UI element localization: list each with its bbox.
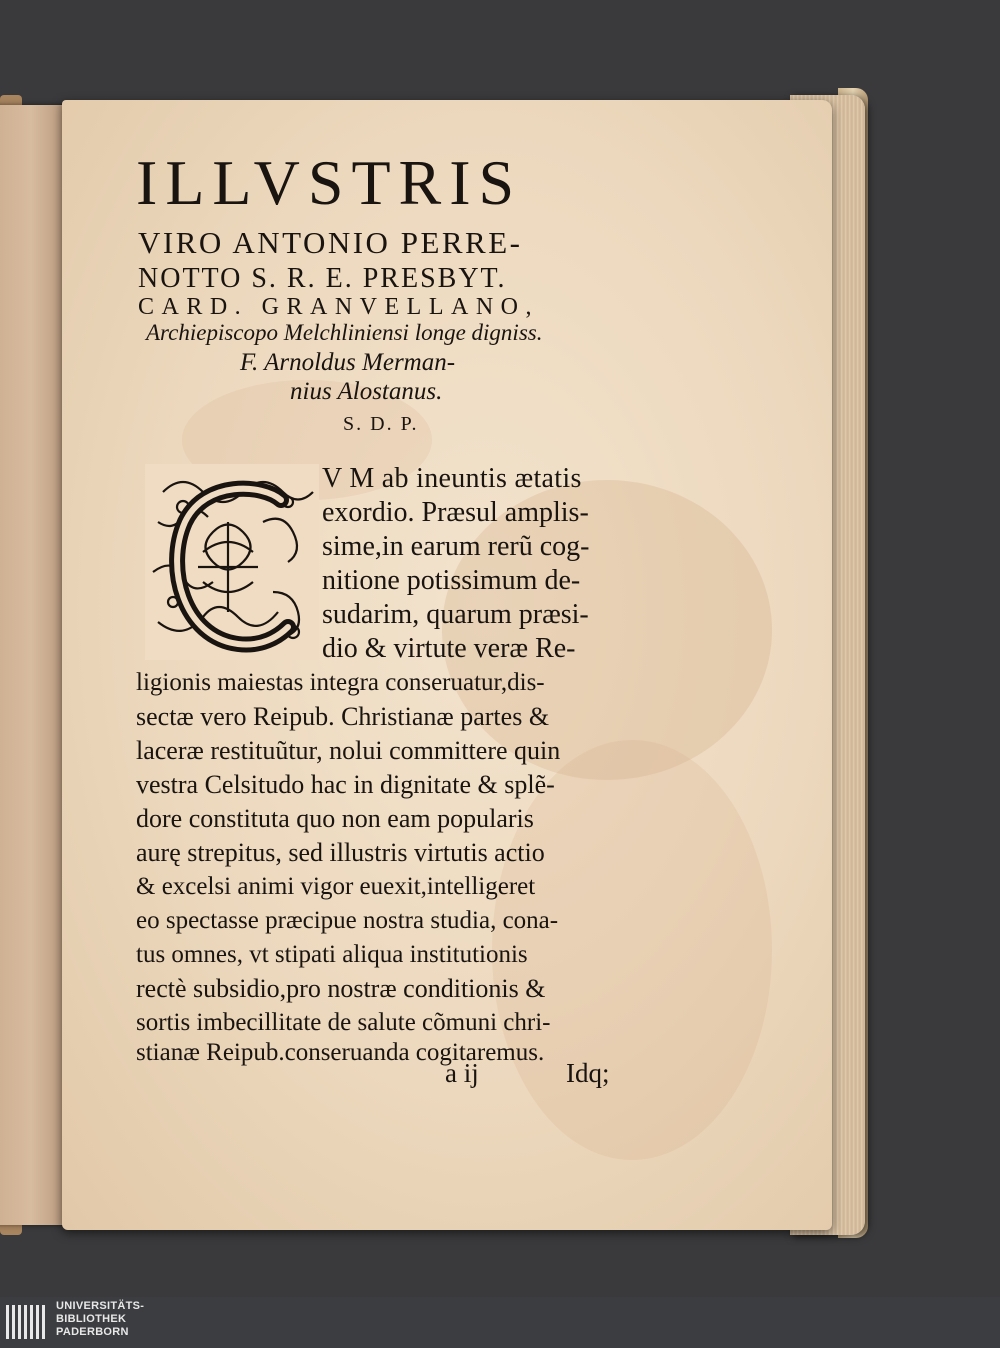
body-line-12: aurę strepitus, sed illustris virtutis actio <box>136 838 545 867</box>
body-line-7: ligionis maiestas integra conseruatur,dis- <box>136 669 545 696</box>
salutation: S. D. P. <box>343 413 419 435</box>
body-line-13: & excelsi animi vigor euexit,intelligeret <box>136 873 536 900</box>
body-line-1: V M ab ineuntis ætatis <box>322 463 582 494</box>
body-line-15: tus omnes, vt stipati aliqua institutionis <box>136 941 528 968</box>
body-line-3: sime,in earum rerũ cog- <box>322 531 590 562</box>
library-name-line-3: PADERBORN <box>56 1326 129 1338</box>
library-name-line-1: UNIVERSITÄTS- <box>56 1300 145 1312</box>
signature-mark: a ij <box>445 1058 479 1088</box>
body-line-6: dio & virtute veræ Re- <box>322 633 576 664</box>
previous-page-edge <box>0 105 65 1225</box>
library-logo-icon <box>6 1305 50 1339</box>
italic-line-2: F. Arnoldus Merman- <box>240 349 456 376</box>
italic-line-3: nius Alostanus. <box>290 378 443 405</box>
decorated-initial-c <box>143 462 321 662</box>
library-name <box>56 1300 144 1339</box>
body-line-18: stianæ Reipub.conseruanda cogitaremus. <box>136 1039 545 1066</box>
heading-line-3: CARD. GRANVELLANO, <box>138 294 539 320</box>
body-line-17: sortis imbecillitate de salute cõmuni chri- <box>136 1009 551 1036</box>
body-line-10: vestra Celsitudo hac in dignitate & splẽ- <box>136 770 555 799</box>
footer-bar <box>0 1297 1000 1348</box>
body-line-8: sectæ vero Reipub. Christianæ partes & <box>136 702 550 731</box>
body-line-16: rectè subsidio,pro nostræ conditionis & <box>136 974 546 1003</box>
body-line-2: exordio. Præsul amplis- <box>322 497 589 528</box>
library-name-line-2: BIBLIOTHEK <box>56 1313 127 1325</box>
body-line-14: eo spectasse præcipue nostra studia, cona- <box>136 907 559 934</box>
body-line-11: dore constituta quo non eam popularis <box>136 804 534 833</box>
italic-line-1: Archiepiscopo Melchliniensi longe digniss. <box>146 320 543 345</box>
body-line-9: laceræ restituũtur, nolui committere quin <box>136 736 561 765</box>
catchword: Idq; <box>566 1058 610 1088</box>
heading-line-1: VIRO ANTONIO PERRE- <box>138 225 523 260</box>
heading-line-2: NOTTO S. R. E. PRESBYT. <box>138 263 507 294</box>
body-line-4: nitione potissimum de- <box>322 565 581 596</box>
body-line-5: sudarim, quarum præsi- <box>322 599 589 630</box>
page-title: ILLVSTRIS <box>136 147 523 218</box>
stain <box>492 740 772 1160</box>
